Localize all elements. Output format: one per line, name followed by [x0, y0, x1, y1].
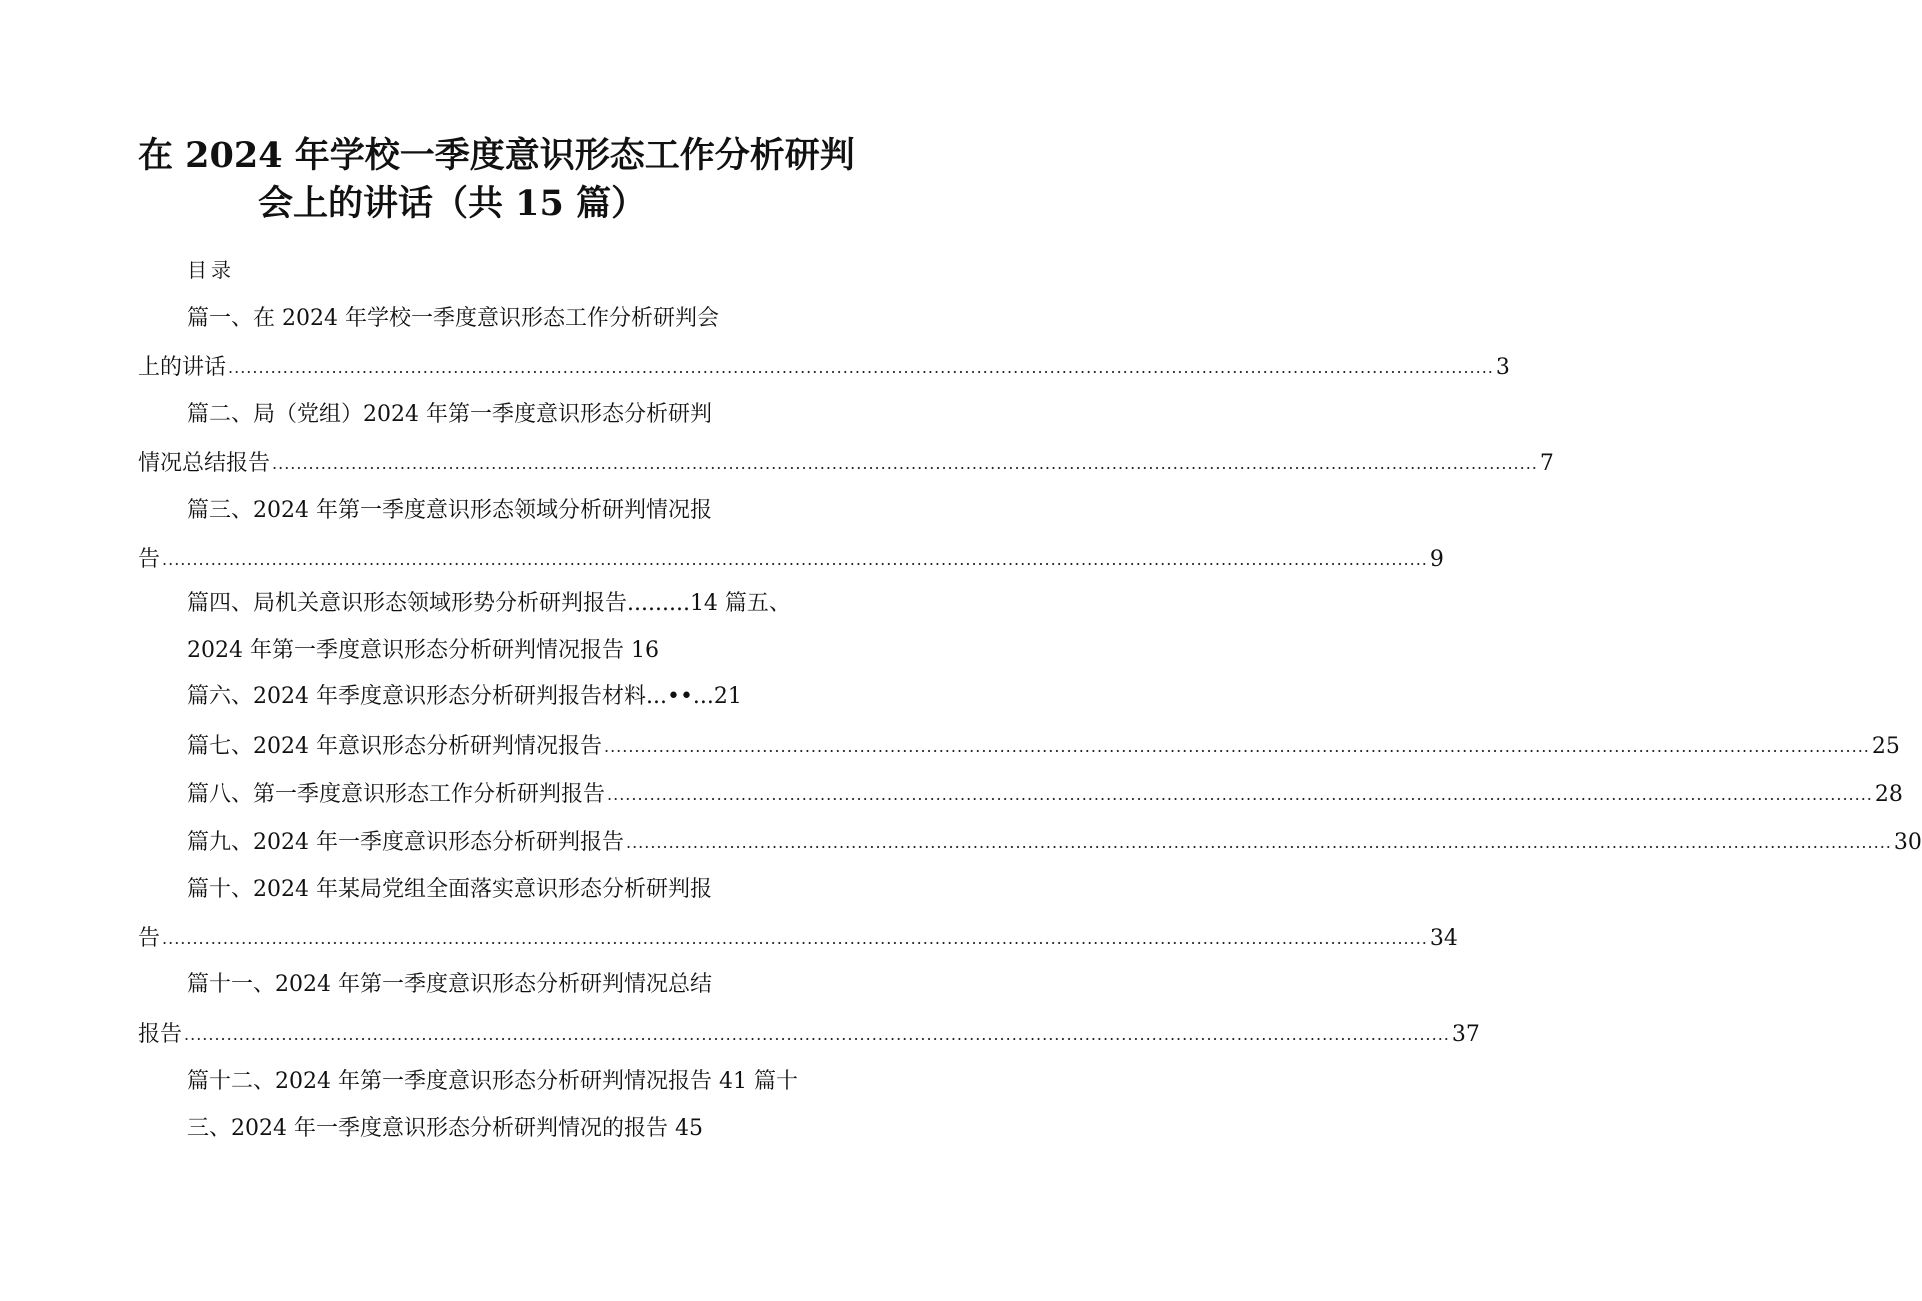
toc-entry-3-line-1[interactable]: 篇三、2024 年第一季度意识形态领域分析研判情况报: [187, 498, 712, 523]
toc-page-number: 28: [1874, 782, 1903, 807]
document-title-line-2: 会上的讲话（共 15 篇）: [258, 183, 647, 224]
dot-leader: ................................................................................................................................................................................................................: [625, 833, 1892, 852]
toc-page-number: 9: [1429, 547, 1444, 572]
toc-entry-text: 告: [138, 547, 161, 572]
toc-entry-2-line-2[interactable]: [138, 451, 1554, 477]
toc-page-number: 3: [1495, 355, 1510, 380]
toc-page-number: 37: [1451, 1022, 1480, 1047]
dot-leader: ................................................................................................................................................................................................................: [228, 358, 1494, 377]
toc-entry-7[interactable]: [187, 734, 1900, 760]
toc-entry-10-line-2[interactable]: [138, 926, 1458, 952]
toc-entry-11-line-2[interactable]: [138, 1022, 1480, 1048]
toc-entry-text: 上的讲话: [138, 355, 227, 380]
toc-entry-5-line-2[interactable]: 2024 年第一季度意识形态分析研判情况报告 16: [187, 638, 659, 663]
toc-entry-text: 情况总结报告: [138, 451, 271, 476]
dot-leader: ................................................................................................................................................................................................................: [184, 1025, 1450, 1044]
toc-entry-12-line-1[interactable]: 篇十二、2024 年第一季度意识形态分析研判情况报告 41 篇十: [187, 1069, 798, 1094]
toc-entry-8[interactable]: [187, 782, 1903, 808]
dot-leader: ................................................................................................................................................................................................................: [162, 929, 1428, 948]
toc-entry-1-line-1[interactable]: 篇一、在 2024 年学校一季度意识形态工作分析研判会: [187, 306, 719, 331]
toc-entry-2-line-1[interactable]: 篇二、局（党组）2024 年第一季度意识形态分析研判: [187, 402, 712, 427]
toc-page-number: 34: [1429, 926, 1458, 951]
toc-page-number: 30: [1893, 830, 1922, 855]
toc-entry-6[interactable]: 篇六、2024 年季度意识形态分析研判报告材料...••...21: [187, 684, 742, 709]
toc-entry-text: 报告: [138, 1022, 183, 1047]
document-title-line-1: 在 2024 年学校一季度意识形态工作分析研判: [138, 135, 855, 176]
dot-leader: ................................................................................................................................................................................................................: [607, 785, 1873, 804]
toc-page-number: 7: [1539, 451, 1554, 476]
toc-entry-text: 篇八、第一季度意识形态工作分析研判报告: [187, 782, 606, 807]
toc-entry-11-line-1[interactable]: 篇十一、2024 年第一季度意识形态分析研判情况总结: [187, 972, 712, 997]
toc-entry-9[interactable]: [187, 830, 1922, 856]
toc-page-number: 25: [1871, 734, 1900, 759]
toc-heading: 目录: [187, 258, 235, 282]
dot-leader: ................................................................................................................................................................................................................: [162, 550, 1428, 569]
dot-leader: ................................................................................................................................................................................................................: [272, 454, 1538, 473]
toc-entry-1-line-2[interactable]: [138, 355, 1510, 381]
dot-leader: ................................................................................................................................................................................................................: [603, 737, 1870, 756]
toc-entry-10-line-1[interactable]: 篇十、2024 年某局党组全面落实意识形态分析研判报: [187, 877, 712, 902]
toc-entry-13-line-2[interactable]: 三、2024 年一季度意识形态分析研判情况的报告 45: [187, 1116, 703, 1141]
toc-entry-text: 篇七、2024 年意识形态分析研判情况报告: [187, 734, 602, 759]
toc-entry-text: 篇九、2024 年一季度意识形态分析研判报告: [187, 830, 624, 855]
toc-entry-text: 告: [138, 926, 161, 951]
toc-entry-3-line-2[interactable]: [138, 547, 1444, 573]
toc-entry-4-line-1[interactable]: 篇四、局机关意识形态领域形势分析研判报告.........14 篇五、: [187, 591, 791, 616]
